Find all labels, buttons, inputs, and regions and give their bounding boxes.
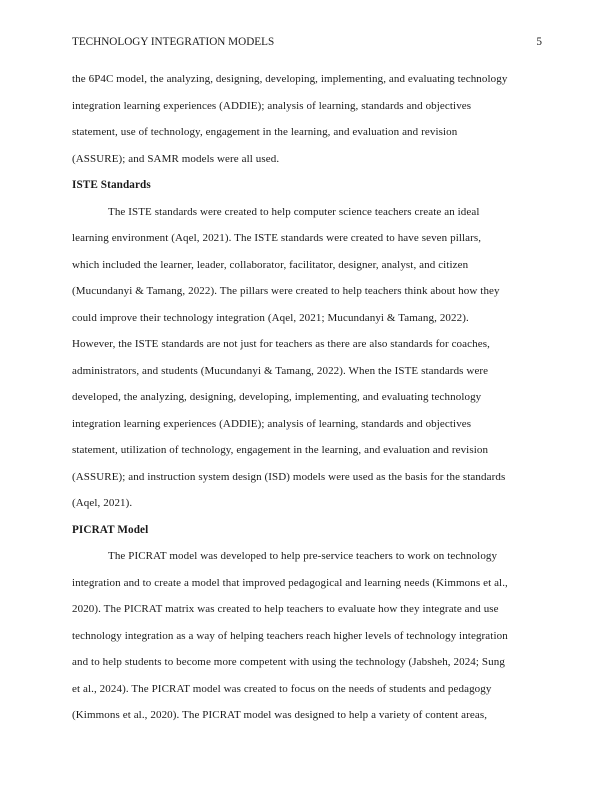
running-head: TECHNOLOGY INTEGRATION MODELS bbox=[72, 36, 275, 48]
text-line: 2020). The PICRAT matrix was created to help teachers to evaluate how they integrate and use bbox=[72, 603, 499, 615]
text-line: administrators, and students (Mucundanyi & Tamang, 2022). When the ISTE standards were bbox=[72, 364, 489, 377]
text-line: (Kimmons et al., 2020). The PICRAT model was designed to help a variety of content areas, bbox=[72, 709, 488, 721]
section-heading-picrat-model: PICRAT Model bbox=[72, 523, 149, 536]
text-line: integration learning experiences (ADDIE); analysis of learning, standards and objectives bbox=[72, 99, 472, 112]
text-line: The PICRAT model was developed to help pre-service teachers to work on technology bbox=[108, 550, 498, 562]
text-line: The ISTE standards were created to help computer science teachers create an ideal bbox=[108, 205, 480, 218]
text-line: technology integration as a way of helping teachers reach higher levels of technology integration bbox=[72, 629, 508, 642]
text-line: learning environment (Aqel, 2021). The ISTE standards were created to have seven pillars, bbox=[72, 232, 482, 244]
text-line: statement, use of technology, engagement in the learning, and evaluation and revision bbox=[72, 126, 458, 138]
text-line: (Aqel, 2021). bbox=[72, 497, 133, 509]
text-line: could improve their technology integration (Aqel, 2021; Mucundanyi & Tamang, 2022). bbox=[72, 311, 469, 324]
page-number: 5 bbox=[536, 36, 542, 48]
text-line: (Mucundanyi & Tamang, 2022). The pillars were created to help teachers think about how they bbox=[72, 285, 500, 297]
text-line: the 6P4C model, the analyzing, designing, developing, implementing, and evaluating technology bbox=[72, 73, 508, 85]
text-line: statement, utilization of technology, engagement in the learning, and evaluation and revision bbox=[72, 444, 489, 456]
text-line: However, the ISTE standards are not just for teachers as there are also standards for coaches, bbox=[72, 338, 490, 350]
text-line: (ASSURE); and instruction system design (ISD) models were used as the basis for the standards bbox=[72, 470, 506, 483]
text-line: (ASSURE); and SAMR models were all used. bbox=[72, 152, 280, 165]
text-line: which included the learner, leader, collaborator, facilitator, designer, analyst, and citizen bbox=[72, 258, 469, 271]
text-line: and to help students to become more competent with using the technology (Jabsheh, 2024; Sung bbox=[72, 656, 505, 668]
text-line: integration learning experiences (ADDIE); analysis of learning, standards and objectives bbox=[72, 417, 472, 430]
body-text bbox=[72, 66, 540, 729]
text-line: et al., 2024). The PICRAT model was created to focus on the needs of students and pedagogy bbox=[72, 682, 492, 695]
section-heading-iste-standards: ISTE Standards bbox=[72, 179, 151, 191]
text-line: integration and to create a model that improved pedagogical and learning needs (Kimmons et al., bbox=[72, 576, 508, 589]
text-line: developed, the analyzing, designing, developing, implementing, and evaluating technology bbox=[72, 391, 482, 403]
